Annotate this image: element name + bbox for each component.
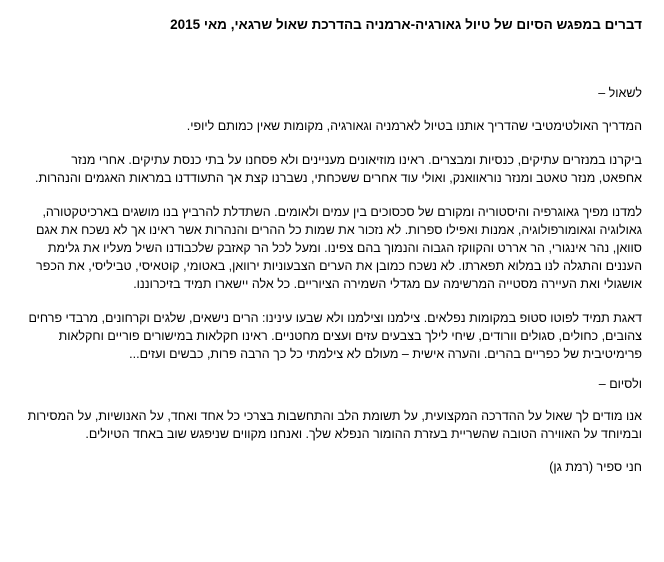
closing-label: ולסיום –	[598, 377, 642, 391]
paragraph-photography: דאגת תמיד לפוטו סטופ במקומות נפלאים. צילמנו וצילמנו ולא שבעו עינינו: הרים נישאים, שלגים וקרחונים, מרבדי פרחים צהובים, כחולים, סגולים וורודים, שיחי לילך בצבעים עזים ועצים מחטניים. ראינו חקלאות במישורים פוריים וחקלאות פרימיטיבית של כפריים בהרים. והערה אישית – מעולם לא צילמתי כל כך הרבה פרות, כבשים ועזים...	[28, 311, 642, 361]
greeting-line: לשאול –	[598, 86, 642, 100]
paragraph-guide: המדריך האולטימטיבי שהדריך אותנו בטיול לארמניה וגאורגיה, מקומות שאין כמותם ליופי.	[186, 119, 642, 133]
paragraph-thanks: אנו מודים לך שאול על ההדרכה המקצועית, על תשומת הלב והתחשבות בצרכי כל אחד ואחד, על האנושיות, על המסירות ובמיוחד על האווירה הטובה שהשריית בעזרת ההומור הנפלא שלך. ואנחנו מקווים שניפגש שוב באחד הטיולים.	[27, 409, 642, 441]
paragraph-visits: ביקרנו במנזרים עתיקים, כנסיות ומבצרים. ראינו מוזיאונים מעניינים ולא פסחנו על בתי כנסת עתיקים. אחרי מנזר אחפאט, מנזר טאטב ומנזר נוראוואנק, ואולי עוד אחרים ששכחתי, נשברנו קצת אך התעודדנו במראות האגמים והנהרות.	[35, 153, 642, 185]
paragraph-learning: למדנו מפיך גאוגרפיה והיסטוריה ומקורם של סכסוכים בין עמים ולאומים. השתדלת להרביץ בנו מושגים בארכיטקטורה, גאולוגיה וגאומורפולוגיה, אמנות ואפילו ספרות. לא נזכור את שמות כל ההרים והנהרות אשר ראינו אך לא נשכח את אגם סוואן, נהר אינגורי, הר אררט והקווקז הגבוה והנמוך בהם צפינו. ומעל לכל הר קאזבק שלכבודנו השיל מעליו את גלימת העננים והתגלה לנו במלוא תפארתו. לא נשכח כמובן את הערים הצבעוניות ירוואן, באטומי, קוטאיסי, טביליסי, את הכפר אושגולי ואת העיירה מסטייה המרשימה עם מגדלי השמירה הציוריים. כל אלה יישארו תמיד בזיכרוננו.	[36, 205, 642, 291]
document-title: דברים במפגש הסיום של טיול גאורגיה-ארמניה בהדרכת שאול שרגאי, מאי 2015	[170, 17, 642, 32]
signature: חני ספיר (רמת גן)	[549, 460, 642, 474]
